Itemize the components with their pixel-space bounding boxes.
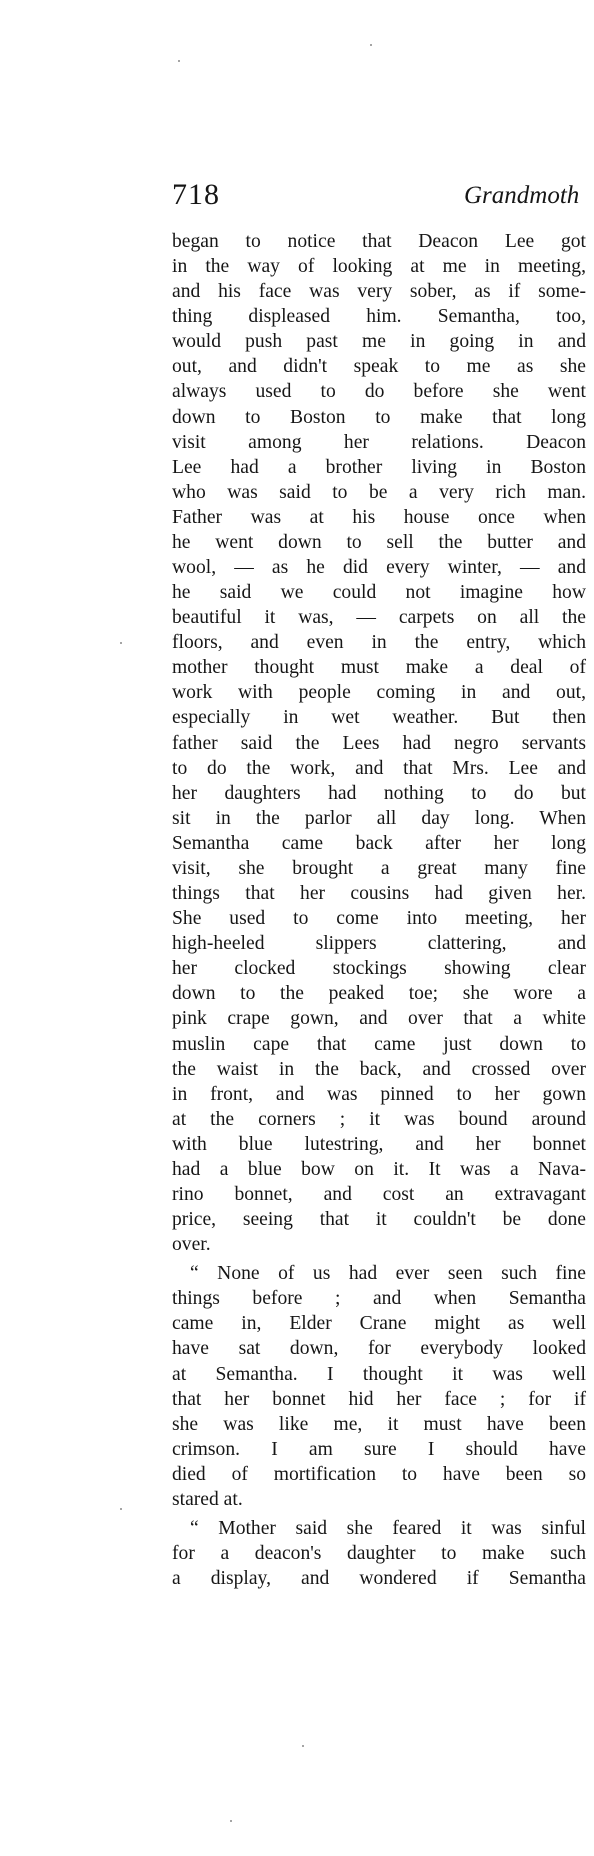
body-text — [172, 229, 586, 1591]
paper-speck — [230, 1820, 232, 1822]
text-line: and his face was very sober, as if some- — [172, 281, 586, 303]
page-number: 718 — [172, 178, 220, 211]
text-line: her clocked stockings showing clear — [172, 958, 586, 980]
text-line: that her bonnet hid her face ; for if — [172, 1388, 586, 1410]
text-line: who was said to be a very rich man. — [172, 481, 586, 503]
text-line: have sat down, for everybody looked — [172, 1338, 586, 1360]
text-line: father said the Lees had negro servants — [172, 732, 586, 754]
text-line: always used to do before she went — [172, 381, 586, 403]
text-line: she was like me, it must have been — [172, 1413, 586, 1435]
text-line: with blue lutestring, and her bonnet — [172, 1133, 586, 1155]
text-line: thing displeased him. Semantha, too, — [172, 306, 586, 328]
text-line: died of mortification to have been so — [172, 1463, 586, 1485]
text-line: pink crape gown, and over that a white — [172, 1008, 586, 1030]
page-header — [172, 178, 594, 218]
paper-speck — [370, 44, 372, 46]
text-line: had a blue bow on it. It was a Nava- — [172, 1158, 586, 1180]
text-line: for a deacon's daughter to make such — [172, 1543, 586, 1565]
text-line: her daughters had nothing to do but — [172, 782, 586, 804]
text-line: at the corners ; it was bound around — [172, 1108, 586, 1130]
text-line: things that her cousins had given her. — [172, 883, 586, 905]
paper-speck — [178, 60, 180, 62]
text-line: began to notice that Deacon Lee got — [172, 231, 586, 252]
text-line: out, and didn't speak to me as she — [172, 356, 586, 378]
text-line: at Semantha. I thought it was well — [172, 1363, 586, 1385]
text-line: stared at. — [172, 1488, 243, 1510]
text-line: wool, — as he did every winter, — and — [172, 557, 586, 579]
text-line: came in, Elder Crane might as well — [172, 1313, 586, 1335]
text-line: he said we could not imagine how — [172, 582, 586, 604]
text-line: sit in the parlor all day long. When — [172, 807, 586, 829]
text-line: Lee had a brother living in Boston — [172, 456, 586, 478]
text-line: crimson. I am sure I should have — [172, 1438, 586, 1460]
paper-speck — [302, 1745, 304, 1747]
text-line: especially in wet weather. But then — [172, 707, 586, 729]
text-line: “ None of us had ever seen such fine — [190, 1263, 586, 1285]
text-line: visit among her relations. Deacon — [172, 431, 586, 453]
paragraph — [172, 229, 586, 1257]
running-title: Grandmoth — [464, 182, 580, 209]
text-line: beautiful it was, — carpets on all the — [172, 607, 586, 629]
text-line: floors, and even in the entry, which — [172, 632, 586, 654]
text-line: a display, and wondered if Semantha — [172, 1568, 586, 1590]
text-line: mother thought must make a deal of — [172, 657, 586, 679]
paper-speck — [120, 642, 122, 644]
text-line: the waist in the back, and crossed over — [172, 1058, 586, 1080]
text-line: down to Boston to make that long — [172, 406, 586, 428]
text-line: Father was at his house once when — [172, 506, 586, 528]
paragraph — [172, 1261, 586, 1512]
text-line: he went down to sell the butter and — [172, 531, 586, 553]
text-line: to do the work, and that Mrs. Lee and — [172, 757, 586, 779]
text-line: over. — [172, 1234, 211, 1256]
text-line: in the way of looking at me in meeting, — [172, 256, 586, 278]
text-line: high-heeled slippers clattering, and — [172, 933, 586, 955]
text-line: visit, she brought a great many fine — [172, 857, 586, 879]
text-line: She used to come into meeting, her — [172, 908, 586, 930]
text-line: price, seeing that it couldn't be done — [172, 1209, 586, 1231]
text-line: would push past me in going in and — [172, 331, 586, 353]
text-line: down to the peaked toe; she wore a — [172, 983, 586, 1005]
text-line: things before ; and when Semantha — [172, 1288, 586, 1310]
text-line: Semantha came back after her long — [172, 832, 586, 854]
text-line: work with people coming in and out, — [172, 682, 586, 704]
text-line: in front, and was pinned to her gown — [172, 1083, 586, 1105]
text-line: rino bonnet, and cost an extravagant — [172, 1183, 586, 1205]
text-line: “ Mother said she feared it was sinful — [190, 1517, 586, 1539]
paragraph — [172, 1516, 586, 1591]
text-line: muslin cape that came just down to — [172, 1033, 586, 1055]
paper-speck — [120, 1508, 122, 1510]
